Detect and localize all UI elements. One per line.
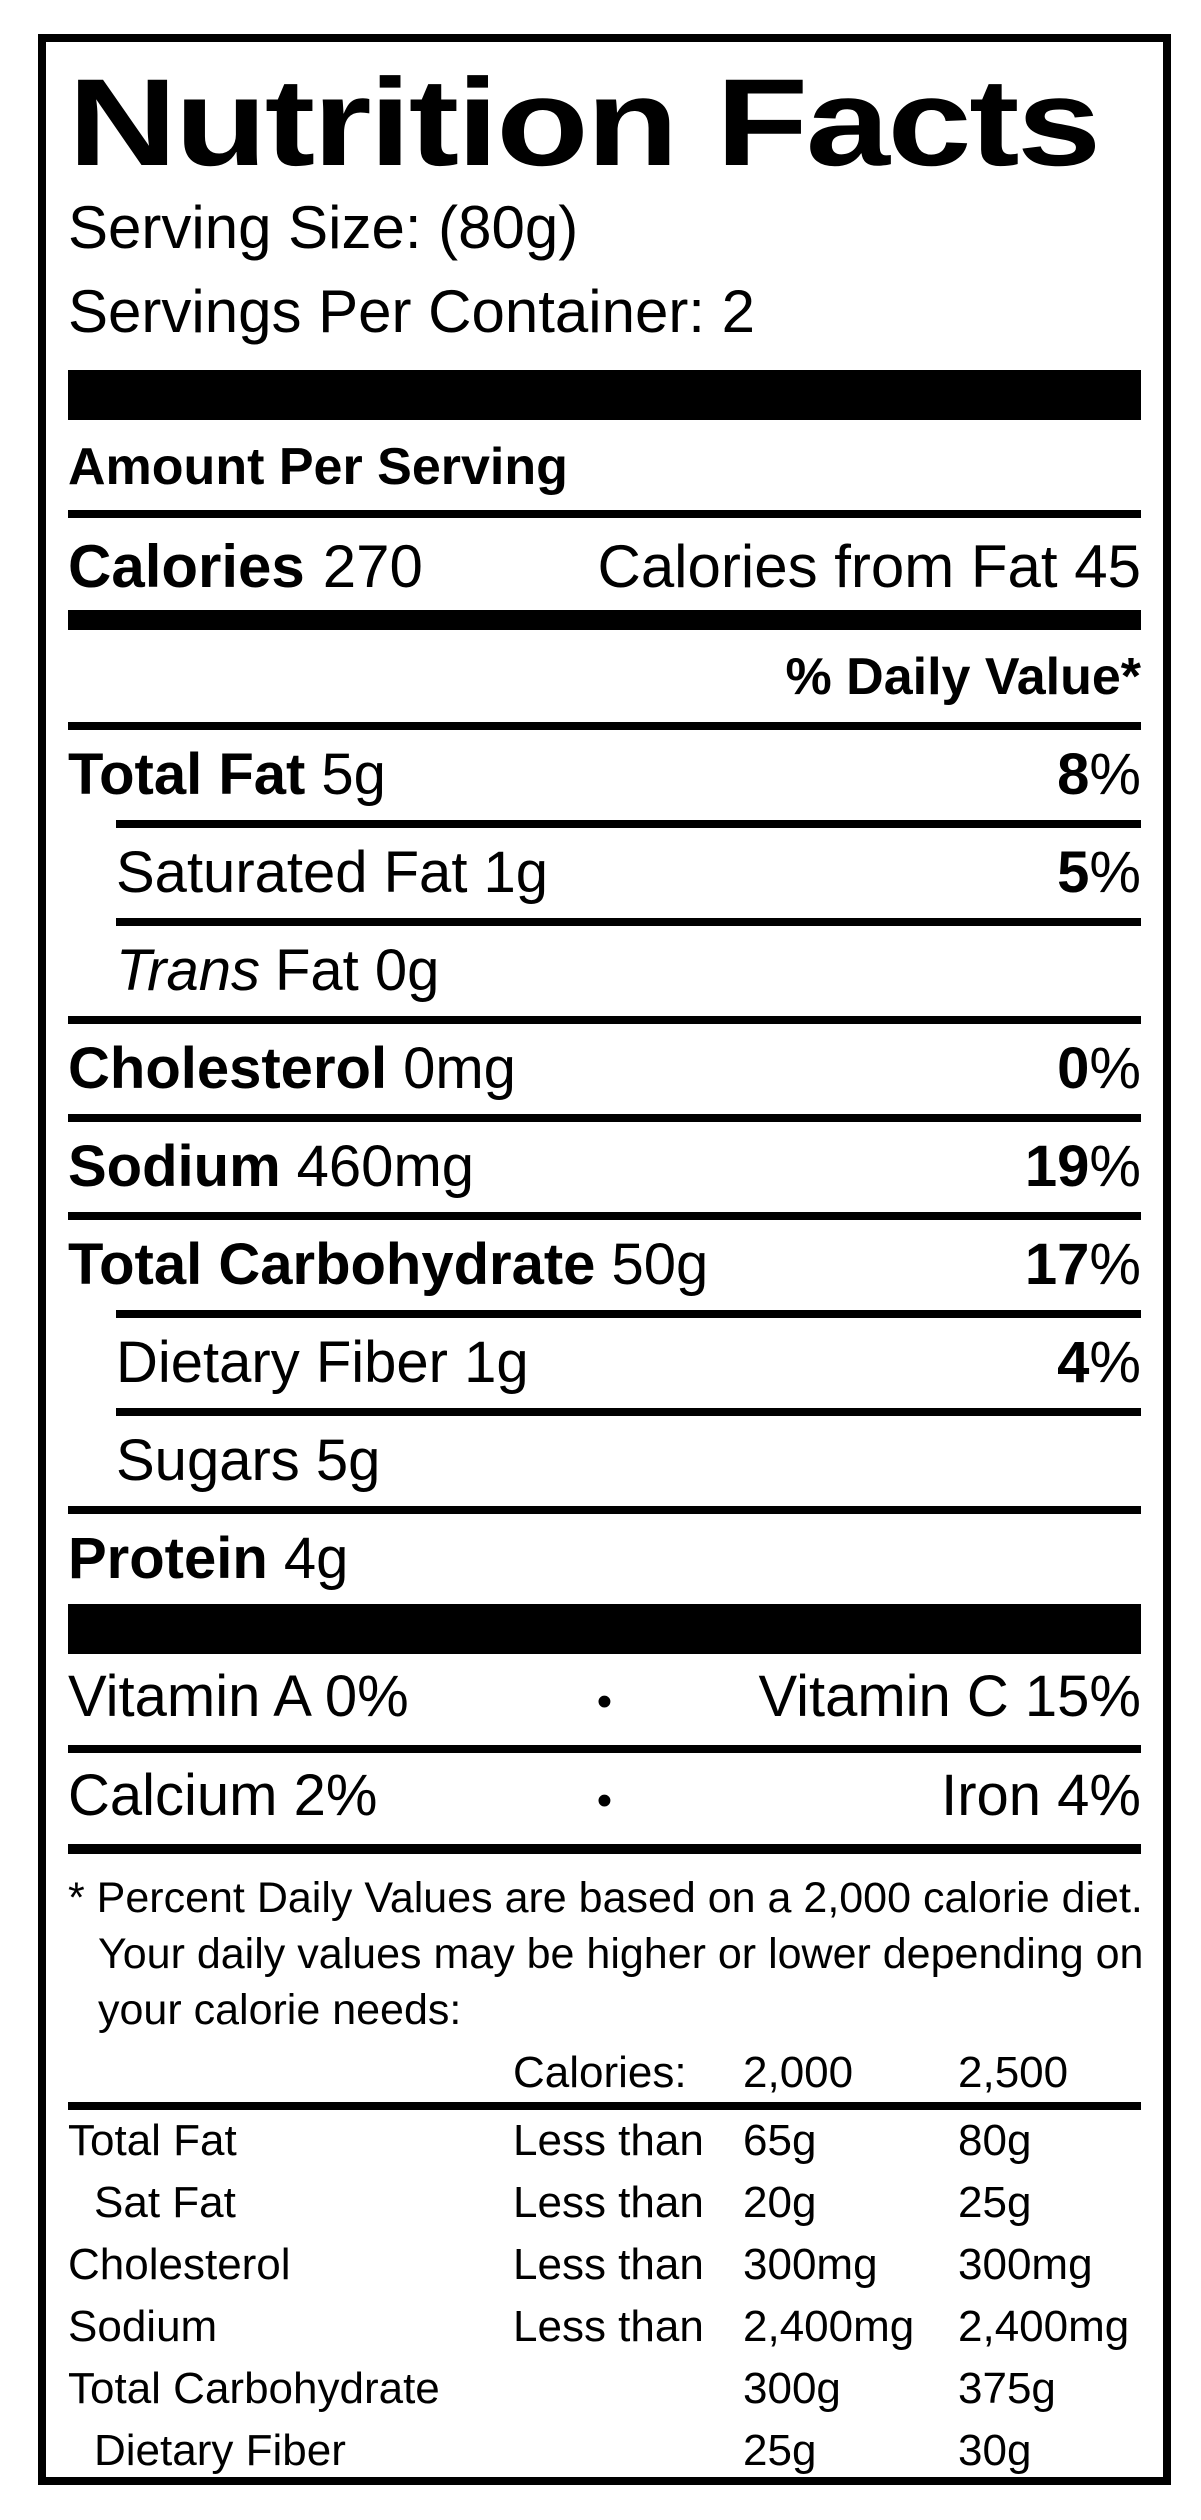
dv-cell-qualifier <box>513 2428 743 2474</box>
footnote-line-2: Your daily values may be higher or lower depending on <box>98 1930 1144 1979</box>
dv-cell-qualifier: Less than <box>513 2302 704 2352</box>
dv-cell-name: Total Carbohydrate <box>68 2364 440 2414</box>
vitamin-row-2 <box>68 1753 1141 1844</box>
cholesterol-name: Cholesterol <box>68 1036 388 1102</box>
sodium-amount: 460mg <box>296 1134 475 1200</box>
vitamin-a-value: Vitamin A 0% <box>68 1664 409 1730</box>
dv-table-header-row <box>68 2040 1141 2102</box>
dv-header-spacer <box>68 2050 513 2096</box>
dv-cell-2000: 20g <box>743 2178 817 2228</box>
dv-cell-qualifier: Less than <box>513 2240 704 2290</box>
dv-cell-2500: 2,400mg <box>958 2302 1130 2352</box>
sugars-text: Sugars 5g <box>116 1428 381 1494</box>
dv-header-2500: 2,500 <box>958 2048 1069 2098</box>
total-carbohydrate-text <box>68 1232 709 1298</box>
total-fat-amount: 5g <box>321 742 386 808</box>
divider-under-saturated-fat <box>116 918 1141 926</box>
nutrient-row-total-fat <box>68 730 1141 820</box>
dv-cell-2000: 25g <box>743 2426 817 2476</box>
dv-cell-2500: 375g <box>958 2364 1056 2414</box>
vitamin-row-1 <box>68 1654 1141 1745</box>
dv-table-row-total-fat <box>68 2110 1141 2172</box>
nutrient-row-protein <box>68 1514 1141 1604</box>
dv-cell-2500: 80g <box>958 2116 1032 2166</box>
label-title: Nutrition Facts <box>68 54 1099 192</box>
total-carbohydrate-dv: 17% <box>1024 1232 1141 1298</box>
saturated-fat-dv: 5% <box>1057 840 1141 906</box>
nutrient-row-sugars <box>68 1416 1141 1506</box>
dv-cell-2500: 30g <box>958 2426 1032 2476</box>
divider-under-dietary-fiber <box>116 1408 1141 1416</box>
cholesterol-amount: 0mg <box>403 1036 516 1102</box>
dv-cell-2000: 300mg <box>743 2240 878 2290</box>
divider-under-total-carbohydrate <box>116 1310 1141 1318</box>
daily-values-table <box>68 2040 1141 2485</box>
dietary-fiber-dv: 4% <box>1057 1330 1141 1396</box>
nutrient-row-sodium <box>68 1122 1141 1212</box>
dv-table-row-sat-fat <box>68 2172 1141 2234</box>
section-bar-vitamins <box>68 1604 1141 1654</box>
dietary-fiber-text: Dietary Fiber 1g <box>116 1330 529 1396</box>
protein-name: Protein <box>68 1526 268 1592</box>
trans-fat-italic: Trans <box>116 938 260 1004</box>
calories-value: 270 <box>322 533 423 601</box>
dv-cell-name: Cholesterol <box>68 2240 291 2290</box>
divider-under-cholesterol <box>68 1114 1141 1122</box>
dv-cell-name: Sodium <box>68 2302 218 2352</box>
protein-text <box>68 1526 349 1592</box>
sodium-dv: 19% <box>1024 1134 1141 1200</box>
daily-values-footnote <box>68 1870 1144 2038</box>
trans-fat-text <box>68 938 440 1004</box>
dv-cell-qualifier <box>513 2366 743 2412</box>
saturated-fat-text: Saturated Fat 1g <box>116 840 549 906</box>
dv-table-row-cholesterol <box>68 2234 1141 2296</box>
calories-from-fat: Calories from Fat 45 <box>597 533 1141 601</box>
protein-amount: 4g <box>283 1526 349 1592</box>
divider-under-vitamin-row-1 <box>68 1745 1141 1753</box>
divider-under-sodium <box>68 1212 1141 1220</box>
divider-table-bottom <box>68 2484 1141 2485</box>
nutrient-row-saturated-fat <box>68 828 1141 918</box>
vitamin-c-value: Vitamin C 15% <box>758 1664 1141 1730</box>
calories-label: Calories <box>68 533 305 601</box>
dv-cell-2000: 2,400mg <box>743 2302 915 2352</box>
cholesterol-dv: 0% <box>1057 1036 1141 1102</box>
total-carbohydrate-amount: 50g <box>611 1232 709 1298</box>
divider-under-table-header <box>68 2102 1141 2110</box>
divider-under-daily-value <box>68 722 1141 730</box>
total-carbohydrate-name: Total Carbohydrate <box>68 1232 596 1298</box>
dv-cell-name: Sat Fat <box>94 2178 236 2228</box>
calcium-value: Calcium 2% <box>68 1763 378 1829</box>
sodium-name: Sodium <box>68 1134 281 1200</box>
dv-table-row-sodium <box>68 2296 1141 2358</box>
total-fat-text <box>68 742 386 808</box>
nutrient-row-trans-fat <box>68 926 1141 1016</box>
bullet-separator: • <box>596 1776 613 1826</box>
divider-under-total-fat <box>116 820 1141 828</box>
dv-cell-2000: 300g <box>743 2364 841 2414</box>
servings-per-container-line: Servings Per Container: 2 <box>68 278 756 346</box>
section-bar-top <box>68 370 1141 420</box>
dv-table-row-dietary-fiber <box>68 2420 1141 2482</box>
total-fat-dv: 8% <box>1057 742 1141 808</box>
dv-header-calories-label: Calories: <box>513 2048 687 2098</box>
dv-cell-name: Total Fat <box>68 2116 237 2166</box>
divider-under-trans-fat <box>68 1016 1141 1024</box>
nutrition-facts-label <box>38 34 1171 2485</box>
cholesterol-text <box>68 1036 516 1102</box>
nutrient-row-cholesterol <box>68 1024 1141 1114</box>
dv-header-2000: 2,000 <box>743 2048 854 2098</box>
nutrient-row-total-carbohydrate <box>68 1220 1141 1310</box>
nutrient-row-dietary-fiber <box>68 1318 1141 1408</box>
footnote-line-3: your calorie needs: <box>98 1986 462 2035</box>
dv-cell-2000: 65g <box>743 2116 817 2166</box>
divider-under-sugars <box>68 1506 1141 1514</box>
total-fat-name: Total Fat <box>68 742 306 808</box>
dv-table-row-total-carbohydrate <box>68 2358 1141 2420</box>
sodium-text <box>68 1134 475 1200</box>
dv-cell-2500: 25g <box>958 2178 1032 2228</box>
bullet-separator: • <box>596 1677 613 1727</box>
daily-value-heading: % Daily Value* <box>785 648 1141 707</box>
calories-row <box>68 518 1141 610</box>
iron-value: Iron 4% <box>941 1763 1141 1829</box>
footnote-line-1: * Percent Daily Values are based on a 2,000 calorie diet. <box>68 1874 1143 1923</box>
trans-fat-rest: Fat 0g <box>274 938 440 1004</box>
dv-cell-qualifier: Less than <box>513 2178 704 2228</box>
divider-under-vitamin-row-2 <box>68 1844 1141 1854</box>
amount-per-serving-heading: Amount Per Serving <box>68 438 568 497</box>
serving-size-line: Serving Size: (80g) <box>68 194 579 262</box>
dv-cell-qualifier: Less than <box>513 2116 704 2166</box>
divider-under-amount-heading <box>68 510 1141 518</box>
dv-cell-name: Dietary Fiber <box>94 2426 346 2476</box>
section-bar-calories <box>68 610 1141 630</box>
dv-cell-2500: 300mg <box>958 2240 1093 2290</box>
calories-left <box>68 533 423 601</box>
